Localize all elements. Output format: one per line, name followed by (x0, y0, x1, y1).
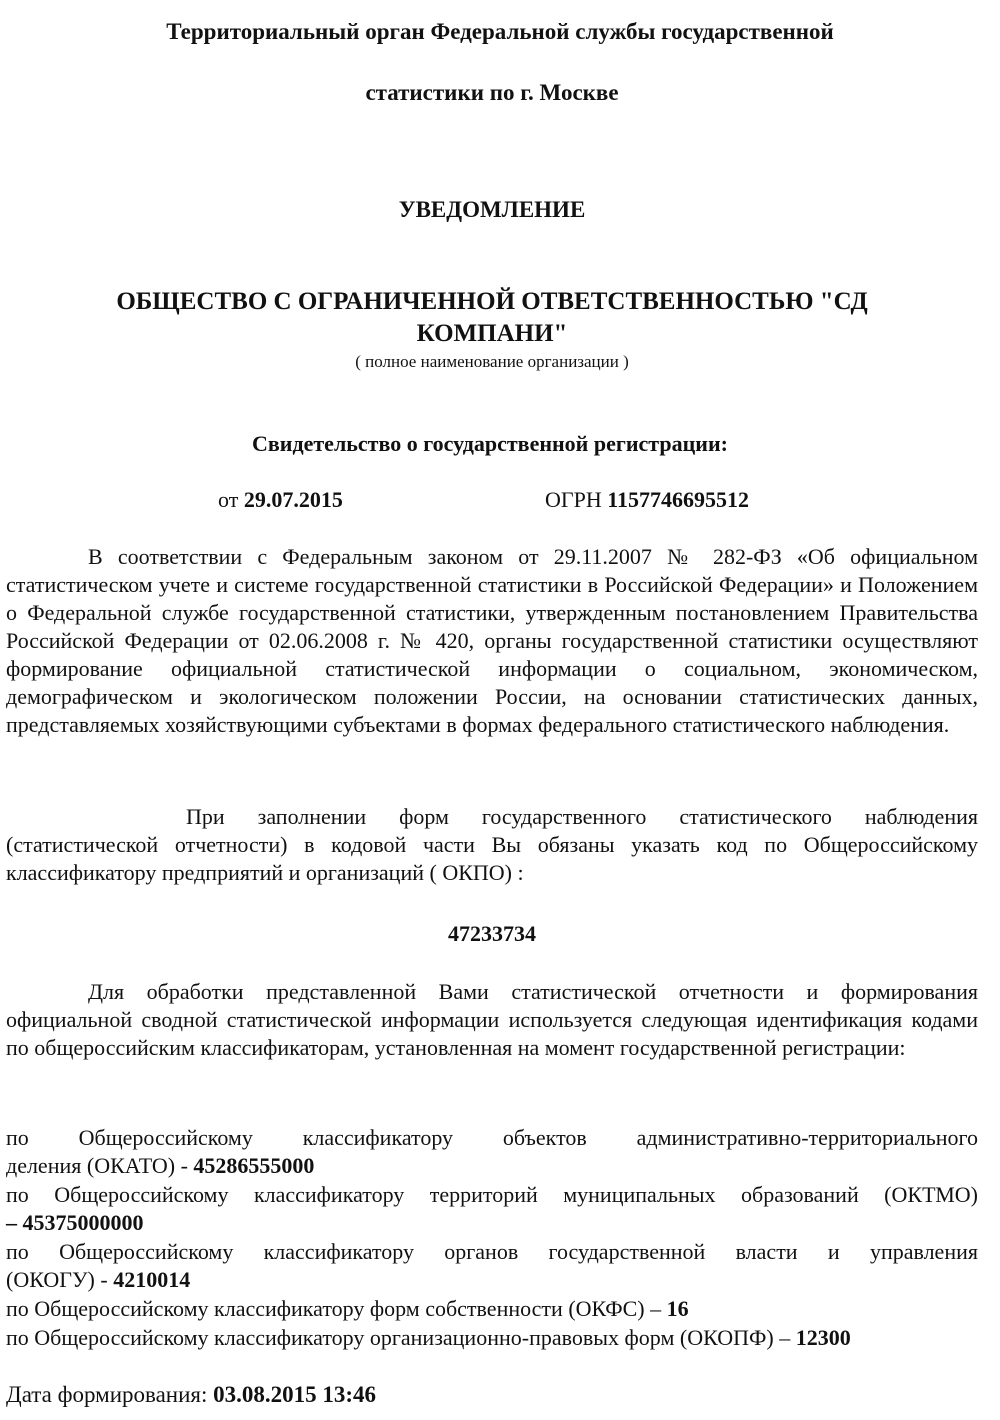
okopf-value: 12300 (795, 1325, 851, 1350)
okfs-label: по Общероссийскому классификатору форм собственности (ОКФС) – (6, 1296, 662, 1321)
formation-date (6, 1381, 978, 1409)
okogu-label-line1: по Общероссийскому классификатору органов государственной власти и управления (6, 1239, 978, 1264)
registration-date-value: 29.07.2015 (243, 487, 343, 512)
okato-row (6, 1124, 978, 1180)
okato-value: 45286555000 (193, 1153, 315, 1178)
oktmo-value: 45375000000 (22, 1210, 144, 1235)
paragraph-classifiers (6, 978, 978, 1062)
paragraph-okpo-instruction (6, 803, 978, 887)
company-name-line2: КОМПАНИ" (416, 320, 568, 347)
registration-heading: Свидетельство о государственной регистрации: (252, 431, 728, 456)
company-name-line1: ОБЩЕСТВО С ОГРАНИЧЕННОЙ ОТВЕТСТВЕННОСТЬЮ "СД (116, 288, 868, 315)
registration-date-prefix: от (218, 487, 239, 512)
org-name-line1: Территориальный орган Федеральной службы государственной (166, 19, 834, 44)
okfs-row (6, 1295, 978, 1323)
okogu-label-line2: (ОКОГУ) - (6, 1267, 108, 1292)
document-title: УВЕДОМЛЕНИЕ (398, 197, 586, 222)
paragraph-legal-basis (6, 543, 978, 739)
ogrn-label: ОГРН (545, 487, 602, 512)
registration-date (218, 486, 343, 514)
okato-label-line1: по Общероссийскому классификатору объектов административно-территориального (6, 1125, 978, 1150)
company-name-caption: ( полное наименование организации ) (355, 352, 629, 371)
okato-label-line2: деления (ОКАТО) - (6, 1153, 188, 1178)
okopf-row (6, 1324, 978, 1352)
paragraph-okpo-instruction-text: При заполнении форм государственного статистического наблюдения (статистической отчетности) в кодовой части Вы обязаны указать код по Общероссийскому классификатору предприятий и организаций ( ОКПО) : (6, 804, 978, 885)
ogrn-value: 1157746695512 (607, 487, 750, 512)
formation-date-value: 03.08.2015 13:46 (213, 1382, 377, 1407)
org-name-line2: статистики по г. Москве (365, 80, 619, 105)
okfs-value: 16 (666, 1296, 689, 1321)
okopf-label: по Общероссийскому классификатору организационно-правовых форм (ОКОПФ) – (6, 1325, 791, 1350)
paragraph-legal-basis-text: В соответствии с Федеральным законом от 29.11.2007 № 282-ФЗ «Об официальном статистическом учете и системе государственной статистики в Российской Федерации» и Положением о Федеральной службе государственной статистики, утвержденным постановлением Правительства Российской Федерации от 02.06.2008 г. № 420, органы государственной статистики осуществляют формирование официальной статистической информации о социальном, экономическом, демографическом и экологическом положении России, на основании статистических данных, представляемых хозяйствующими субъектами в формах федерального статистического наблюдения. (6, 544, 978, 737)
formation-date-label: Дата формирования: (6, 1382, 208, 1407)
oktmo-label: по Общероссийскому классификатору территорий муниципальных образований (ОКТМО) (6, 1182, 978, 1207)
okpo-code: 47233734 (448, 921, 536, 946)
paragraph-classifiers-text: Для обработки представленной Вами статистической отчетности и формирования официальной сводной статистической информации используется следующая идентификация кодами по общероссийским классификаторам, установленная на момент государственной регистрации: (6, 979, 978, 1060)
okogu-value: 4210014 (113, 1267, 191, 1292)
okogu-row (6, 1238, 978, 1294)
oktmo-dash: – (6, 1210, 17, 1235)
registration-ogrn (545, 486, 749, 514)
oktmo-row (6, 1181, 978, 1237)
